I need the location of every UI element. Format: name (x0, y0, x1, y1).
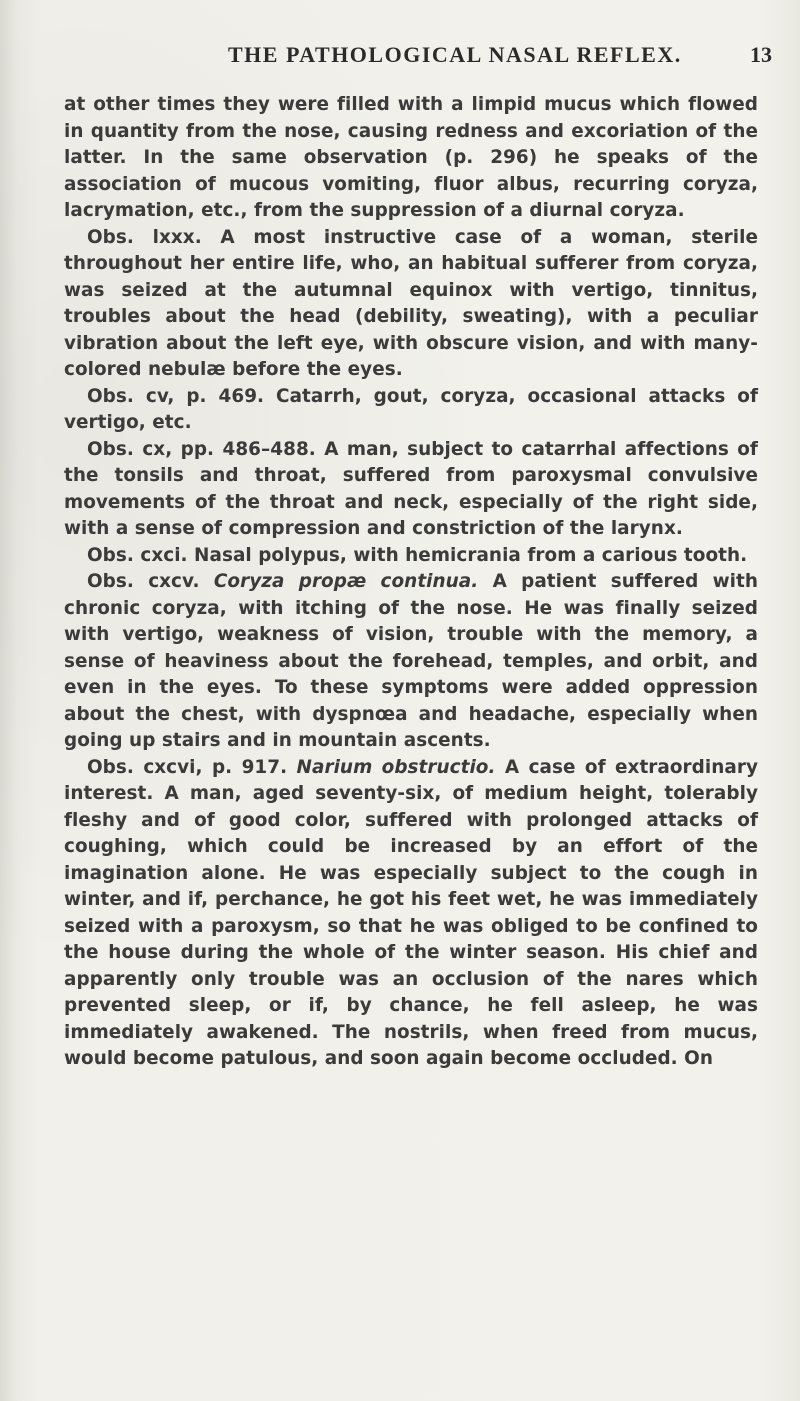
paragraph-obs-cxci: Obs. cxci. Nasal polypus, with hemicrania from a carious tooth. (87, 544, 748, 566)
body-text (64, 92, 758, 1073)
paragraph-body: A case of extraordinary interest. A man, aged seventy-six, of medium height, tolerably fleshy and of good color, suffered with prolonged attacks of coughing, which could be increased by an effort of the imagination alone. He was especially subject to the cough in winter, and if, perchance, he got his feet wet, he was immediately seized with a paroxysm, so that he was obliged to be confined to the house during the whole of the winter season. His chief and apparently only trouble was an occlusion of the nares which prevented sleep, or if, by chance, he fell asleep, he was immediately awakened. The nostrils, when freed from mucus, would become patulous, and soon again become occluded. On (64, 756, 759, 1069)
paragraph-obs-cxcvi (64, 755, 758, 1073)
latin-title: Coryza propæ continua. (213, 571, 479, 592)
page-header (0, 42, 800, 72)
observation-label: Obs. cxcvi, p. 917. (87, 756, 288, 778)
observation-label: Obs. cxcv. (87, 571, 200, 592)
paragraph-body: A patient suffered with chronic coryza, with itching of the nose. He was finally seized with vertigo, weakness of vision, trouble with the memory, a sense of heaviness about the forehead, temples, and orbit, and even in the eyes. To these symptoms were added oppression about the chest, with dyspnœa and headache, especially when going up stairs and in mountain ascents. (64, 571, 759, 751)
paragraph-obs-cx: Obs. cx, pp. 486–488. A man, subject to catarrhal affections of the tonsils and throat, suffered from paroxysmal convulsive movements of the throat and neck, especially of the right side, with a sense of compression and constriction of the larynx. (64, 438, 758, 539)
paragraph: at other times they were filled with a limpid mucus which flowed in quantity from the nose, causing redness and excoriation of the latter. In the same observation (p. 296) he speaks of the association of mucous vomiting, fluor albus, recurring coryza, lacrymation, etc., from the suppression of a diurnal coryza. (64, 94, 758, 221)
running-title: THE PATHOLOGICAL NASAL REFLEX. (228, 42, 682, 67)
paragraph-obs-cxcv (64, 569, 758, 755)
latin-title: Narium obstructio. (296, 756, 496, 778)
page-edge-shadow (0, 0, 18, 1401)
paragraph-obs-cv: Obs. cv, p. 469. Catarrh, gout, coryza, occasional attacks of vertigo, etc. (64, 385, 758, 433)
paragraph-obs-lxxx: Obs. lxxx. A most instructive case of a woman, sterile throughout her entire life, who, an habitual sufferer from coryza, was seized at the autumnal equinox with vertigo, tinnitus, troubles about the head (debility, sweating), with a peculiar vibration about the left eye, with obscure vision, and with many-colored nebulæ before the eyes. (64, 226, 758, 380)
page-number: 13 (750, 42, 772, 67)
